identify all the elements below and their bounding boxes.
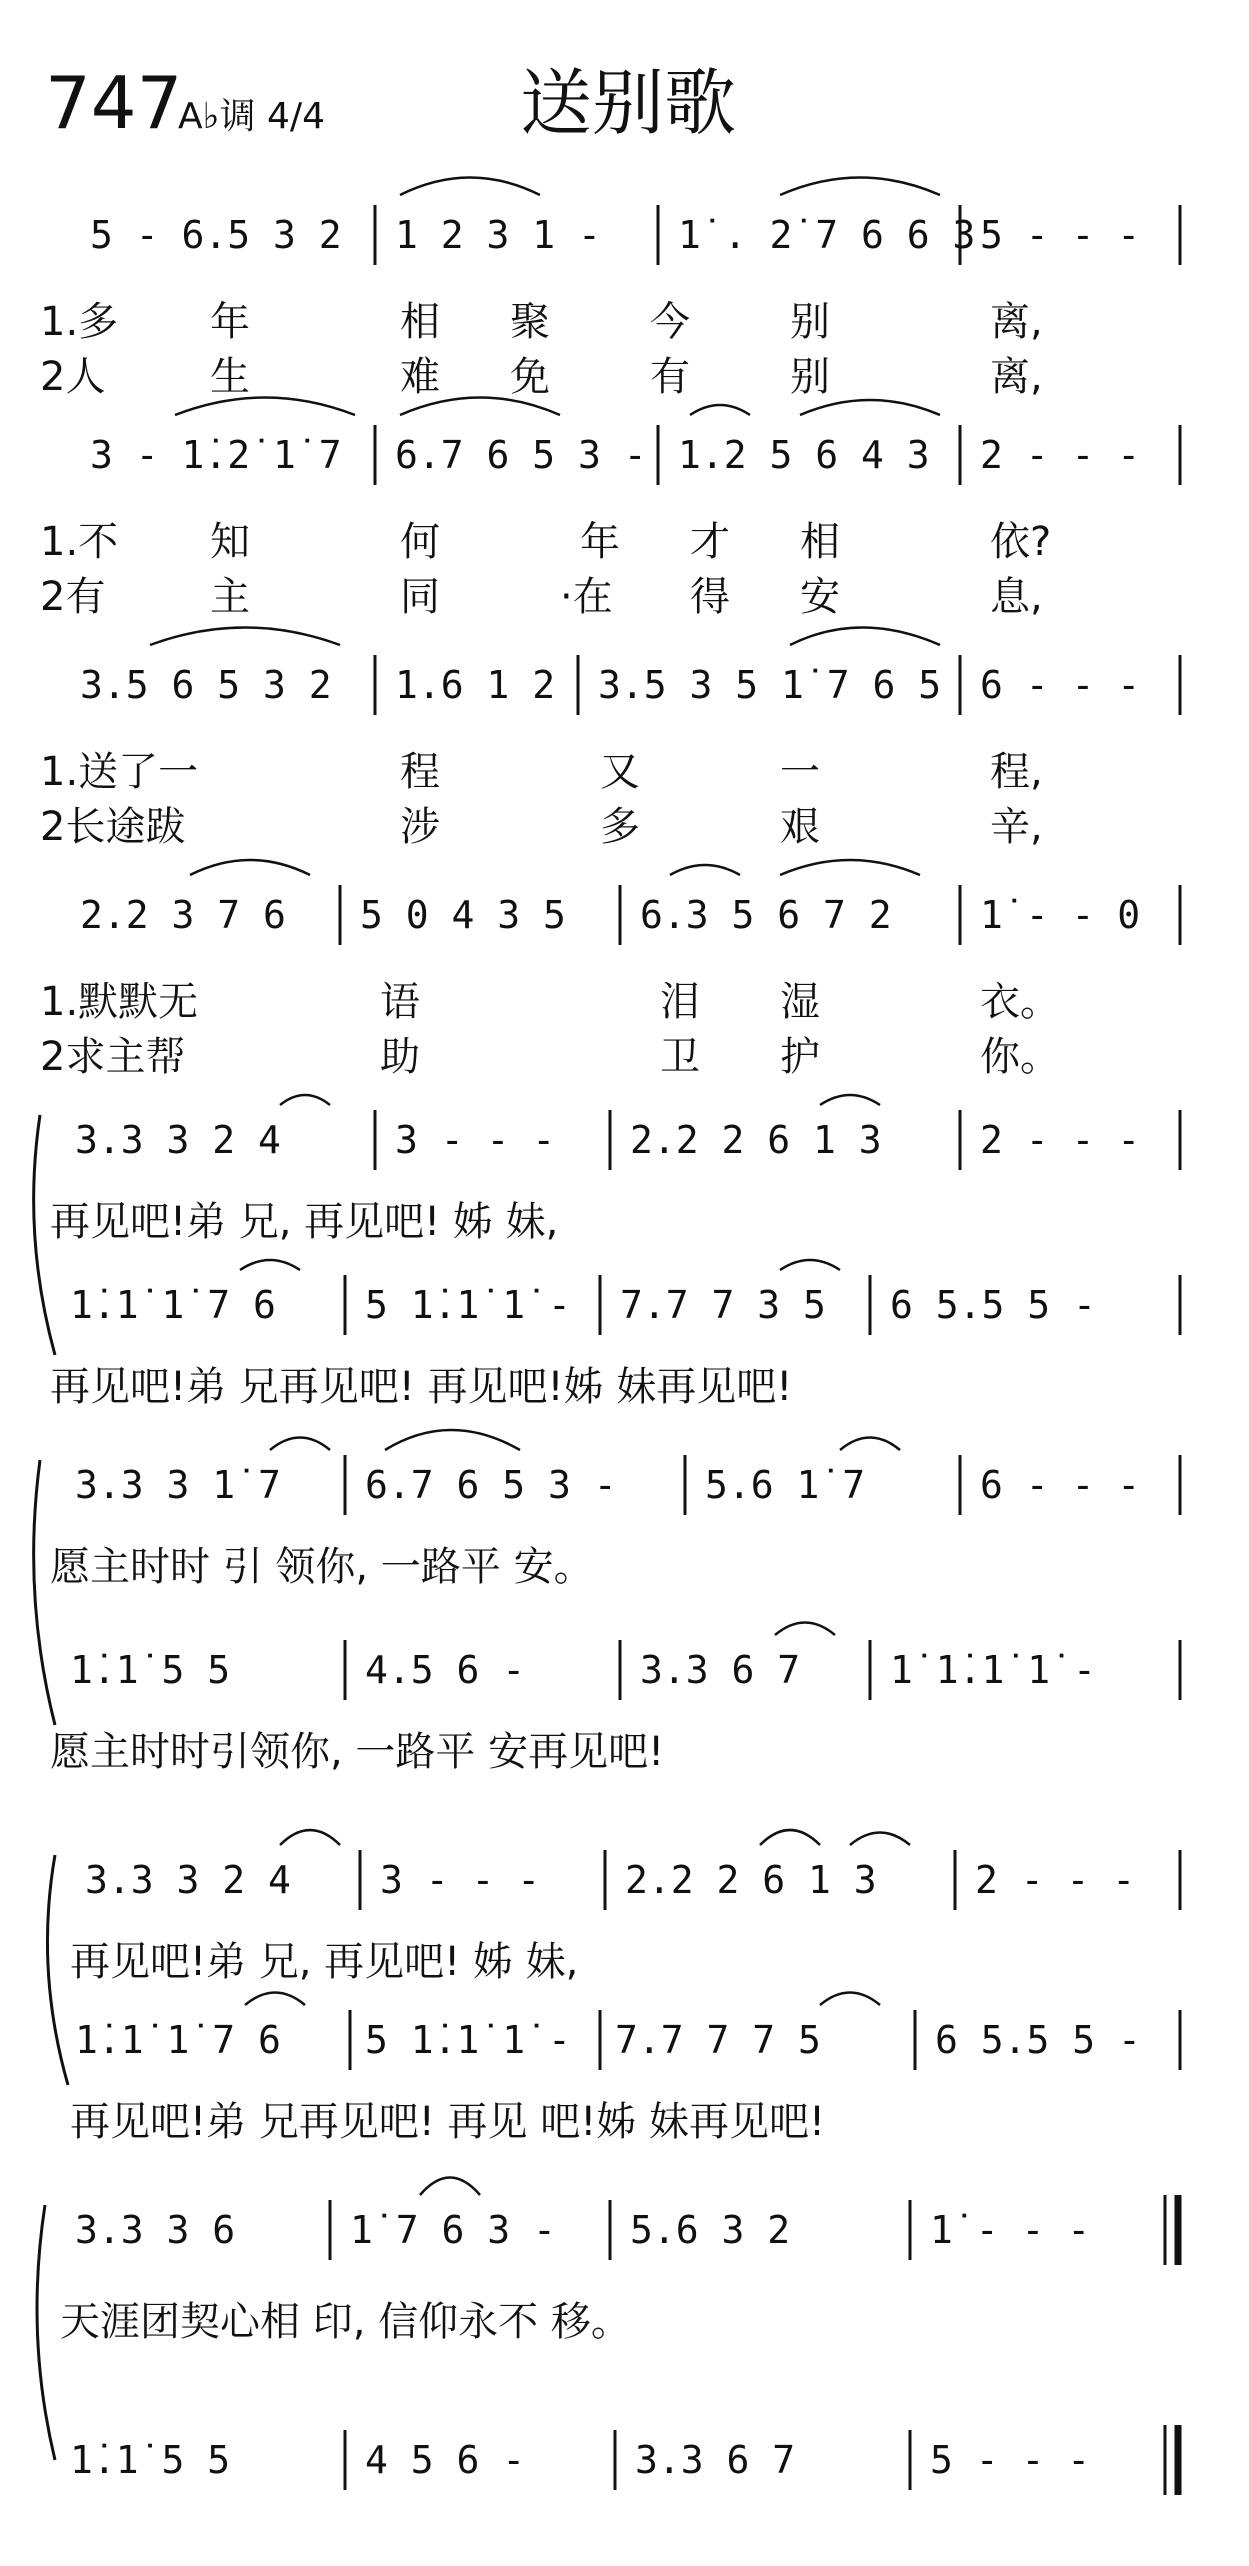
lyric: 1.不 [40, 519, 119, 565]
system-7-upper-measure-2: 3 - - - [380, 1858, 541, 1902]
lyric: 又 [600, 749, 640, 795]
system-6-lower-measure-2: 4.5 6 - [365, 1648, 526, 1692]
system-7-lower-measure-2: 5 1̇.1̇ 1̇ - [365, 2018, 571, 2062]
system-6-upper-measure-1: 3.3 3 1̇ 7 [75, 1463, 281, 1507]
system-6-upper-measure-3: 5.6 1̇ 7 [705, 1463, 866, 1507]
system-4-measure-1: 2.2 3 7 6 [80, 893, 286, 937]
lyric: 有 [650, 354, 690, 400]
lyric: 湿 [780, 979, 820, 1025]
system-2-lyrics-verse-1 [40, 519, 1051, 565]
system-6-lower-lyrics: 愿主时时引领你, 一路平 安再见吧! [50, 1729, 665, 1775]
system-8-upper-measure-3: 5.6 3 2 [630, 2208, 791, 2252]
lyric: 泪 [660, 979, 700, 1025]
system-7-lower-measure-1: 1̇.1̇ 1̇ 7 6 [75, 2018, 281, 2062]
lyric: 语 [380, 979, 420, 1025]
lyric: 你。 [980, 1034, 1060, 1080]
system-4-slurs [190, 860, 920, 875]
system-6-upper-lyrics: 愿主时时 引 领你, 一路平 安。 [50, 1544, 594, 1590]
system-2 [40, 398, 1180, 621]
lyric: 安 [800, 574, 840, 620]
system-8-lower-measure-2: 4 5 6 - [365, 2438, 526, 2482]
lyric: 今 [650, 299, 690, 345]
lyric: 卫 [660, 1034, 700, 1080]
system-4-measure-3: 6.3 5 6 7 2 [640, 893, 892, 937]
lyric: 息, [990, 574, 1043, 620]
system-5-lower-measure-3: 7.7 7 3 5 [620, 1283, 826, 1327]
lyric: 别 [790, 299, 830, 345]
system-7-upper-measure-3: 2.2 2 6 1 3 [625, 1858, 877, 1902]
lyric: 才 [690, 519, 730, 565]
lyric: 相 [800, 519, 840, 565]
system-3-slurs [150, 628, 940, 646]
system-7-lower-measure-3: 7.7 7 7 5 [615, 2018, 821, 2062]
lyric: 1.默默无 [40, 979, 199, 1025]
system-8-upper-measure-4: 1̇ - - - [930, 2208, 1091, 2252]
lyric: 同 [400, 574, 440, 620]
system-8-brace [37, 2205, 55, 2460]
lyric: 何 [400, 519, 440, 565]
song-number: 747 [45, 61, 183, 145]
system-8-upper-measure-2: 1̇ 7 6 3 - [350, 2208, 556, 2252]
lyric: 知 [210, 519, 250, 565]
song-title: 送别歌 [520, 61, 737, 145]
system-2-measure-2: 6.7 6 5 3 - [395, 433, 647, 477]
lyric: 艰 [780, 804, 820, 850]
system-4-measure-4: 1̇ - - 0 [980, 893, 1141, 937]
system-3-measure-1: 3.5 6 5 3 2 [80, 663, 332, 707]
lyric: 1.送了一 [40, 749, 199, 795]
lyric: 相 [400, 299, 440, 345]
system-5-lower-measure-1: 1̇.1̇ 1̇ 7 6 [70, 1283, 276, 1327]
lyric: 一 [780, 749, 820, 795]
lyric: 程, [990, 749, 1043, 795]
lyric: 程 [400, 749, 440, 795]
system-6-slurs [270, 1430, 900, 1635]
system-7 [47, 1830, 1180, 2145]
lyric: 衣。 [980, 979, 1060, 1025]
system-7-upper-measure-4: 2 - - - [975, 1858, 1136, 1902]
lyric: 护 [780, 1034, 820, 1080]
system-1-measure-4: 5 - - - [980, 213, 1141, 257]
lyric: 多 [600, 804, 640, 850]
lyric: 依? [990, 519, 1052, 565]
system-1-measure-1: 5 - 6.5 3 2 [90, 213, 342, 257]
system-4 [40, 860, 1180, 1080]
system-7-upper-lyrics: 再见吧!弟 兄, 再见吧! 姊 妹, [70, 1939, 579, 1985]
system-6-upper-measure-2: 6.7 6 5 3 - [365, 1463, 617, 1507]
system-5-lower-measure-2: 5 1̇.1̇ 1̇ - [365, 1283, 571, 1327]
lyric: 聚 [510, 299, 550, 345]
system-2-measure-3: 1.2 5 6 4 3 [678, 433, 930, 477]
lyric: 生 [210, 354, 250, 400]
lyric: 2长途跋 [40, 804, 186, 850]
system-5-upper-measure-2: 3 - - - [395, 1118, 556, 1162]
lyric: ·在 [560, 574, 613, 620]
lyric: 助 [380, 1034, 420, 1080]
lyric: 2人 [40, 354, 106, 400]
lyric: 年 [210, 299, 250, 345]
lyric: 免 [510, 354, 550, 400]
system-4-lyrics-verse-2 [40, 1034, 1060, 1080]
system-8-lower-measure-1: 1̇.1̇ 5 5 [70, 2438, 231, 2482]
lyric: 离, [990, 354, 1043, 400]
system-8-slurs [420, 2178, 480, 2196]
system-4-lyrics-verse-1 [40, 979, 1060, 1025]
system-1-lyrics-verse-1 [40, 299, 1043, 345]
system-5 [34, 1095, 1180, 1410]
system-6-lower-measure-1: 1̇.1̇ 5 5 [70, 1648, 231, 1692]
system-5-upper-measure-3: 2.2 2 6 1 3 [630, 1118, 882, 1162]
system-1 [40, 178, 1180, 401]
system-7-upper-measure-1: 3.3 3 2 4 [85, 1858, 291, 1902]
system-8-lower-measure-3: 3.3 6 7 [635, 2438, 796, 2482]
system-7-lower-lyrics: 再见吧!弟 兄再见吧! 再见 吧!姊 妹再见吧! [70, 2099, 825, 2145]
system-5-upper-measure-4: 2 - - - [980, 1118, 1141, 1162]
system-2-measure-4: 2 - - - [980, 433, 1141, 477]
lyric: 别 [790, 354, 830, 400]
system-5-lower-measure-4: 6 5.5 5 - [890, 1283, 1096, 1327]
system-5-lower-lyrics: 再见吧!弟 兄再见吧! 再见吧!姊 妹再见吧! [50, 1364, 793, 1410]
system-8 [37, 2178, 1178, 2496]
system-6-lower-measure-4: 1̇ 1̇.1̇ 1̇ - [890, 1648, 1096, 1692]
system-1-lyrics-verse-2 [40, 354, 1043, 400]
system-8-upper-measure-1: 3.3 3 6 [75, 2208, 236, 2252]
system-7-brace [47, 1855, 68, 2085]
system-5-upper-measure-1: 3.3 3 2 4 [75, 1118, 281, 1162]
key-signature: A♭调 4/4 [178, 96, 325, 137]
system-3-measure-2: 1.6 1 2 [395, 663, 556, 707]
lyric: 2求主帮 [40, 1034, 186, 1080]
system-8-upper-lyrics: 天涯团契心相 印, 信仰永不 移。 [60, 2299, 631, 2345]
system-3-lyrics-verse-1 [40, 749, 1043, 795]
system-2-lyrics-verse-2 [40, 574, 1043, 620]
system-3 [40, 628, 1180, 851]
system-2-measure-1: 3 - 1̇.2̇ 1̇ 7 [90, 433, 342, 477]
system-6-lower-measure-3: 3.3 6 7 [640, 1648, 801, 1692]
system-4-measure-2: 5 0 4 3 5 [360, 893, 566, 937]
system-6 [34, 1430, 1180, 1775]
lyric: 得 [690, 574, 730, 620]
lyric: 主 [210, 574, 250, 620]
system-3-lyrics-verse-2 [40, 804, 1043, 850]
system-1-slurs [400, 178, 940, 196]
system-1-measure-2: 1 2 3 1 - [395, 213, 601, 257]
lyric: 难 [400, 354, 440, 400]
system-3-measure-3: 3.5 3 5 1̇ 7 6 5 [598, 663, 942, 707]
lyric: 辛, [990, 804, 1043, 850]
system-2-slurs [175, 398, 940, 416]
system-6-upper-measure-4: 6 - - - [980, 1463, 1141, 1507]
system-8-lower-measure-4: 5 - - - [930, 2438, 1091, 2482]
lyric: 2有 [40, 574, 106, 620]
system-5-upper-lyrics: 再见吧!弟 兄, 再见吧! 姊 妹, [50, 1199, 559, 1245]
lyric: 离, [990, 299, 1043, 345]
system-1-measure-3: 1̇ . 2̇ 7 6 6 3 [678, 213, 976, 257]
lyric: 年 [580, 519, 620, 565]
final-barline [1165, 2195, 1178, 2495]
lyric: 1.多 [40, 299, 119, 345]
lyric: 涉 [400, 804, 440, 850]
system-3-measure-4: 6 - - - [980, 663, 1141, 707]
system-6-brace [34, 1460, 55, 1725]
system-7-lower-measure-4: 6 5.5 5 - [935, 2018, 1141, 2062]
